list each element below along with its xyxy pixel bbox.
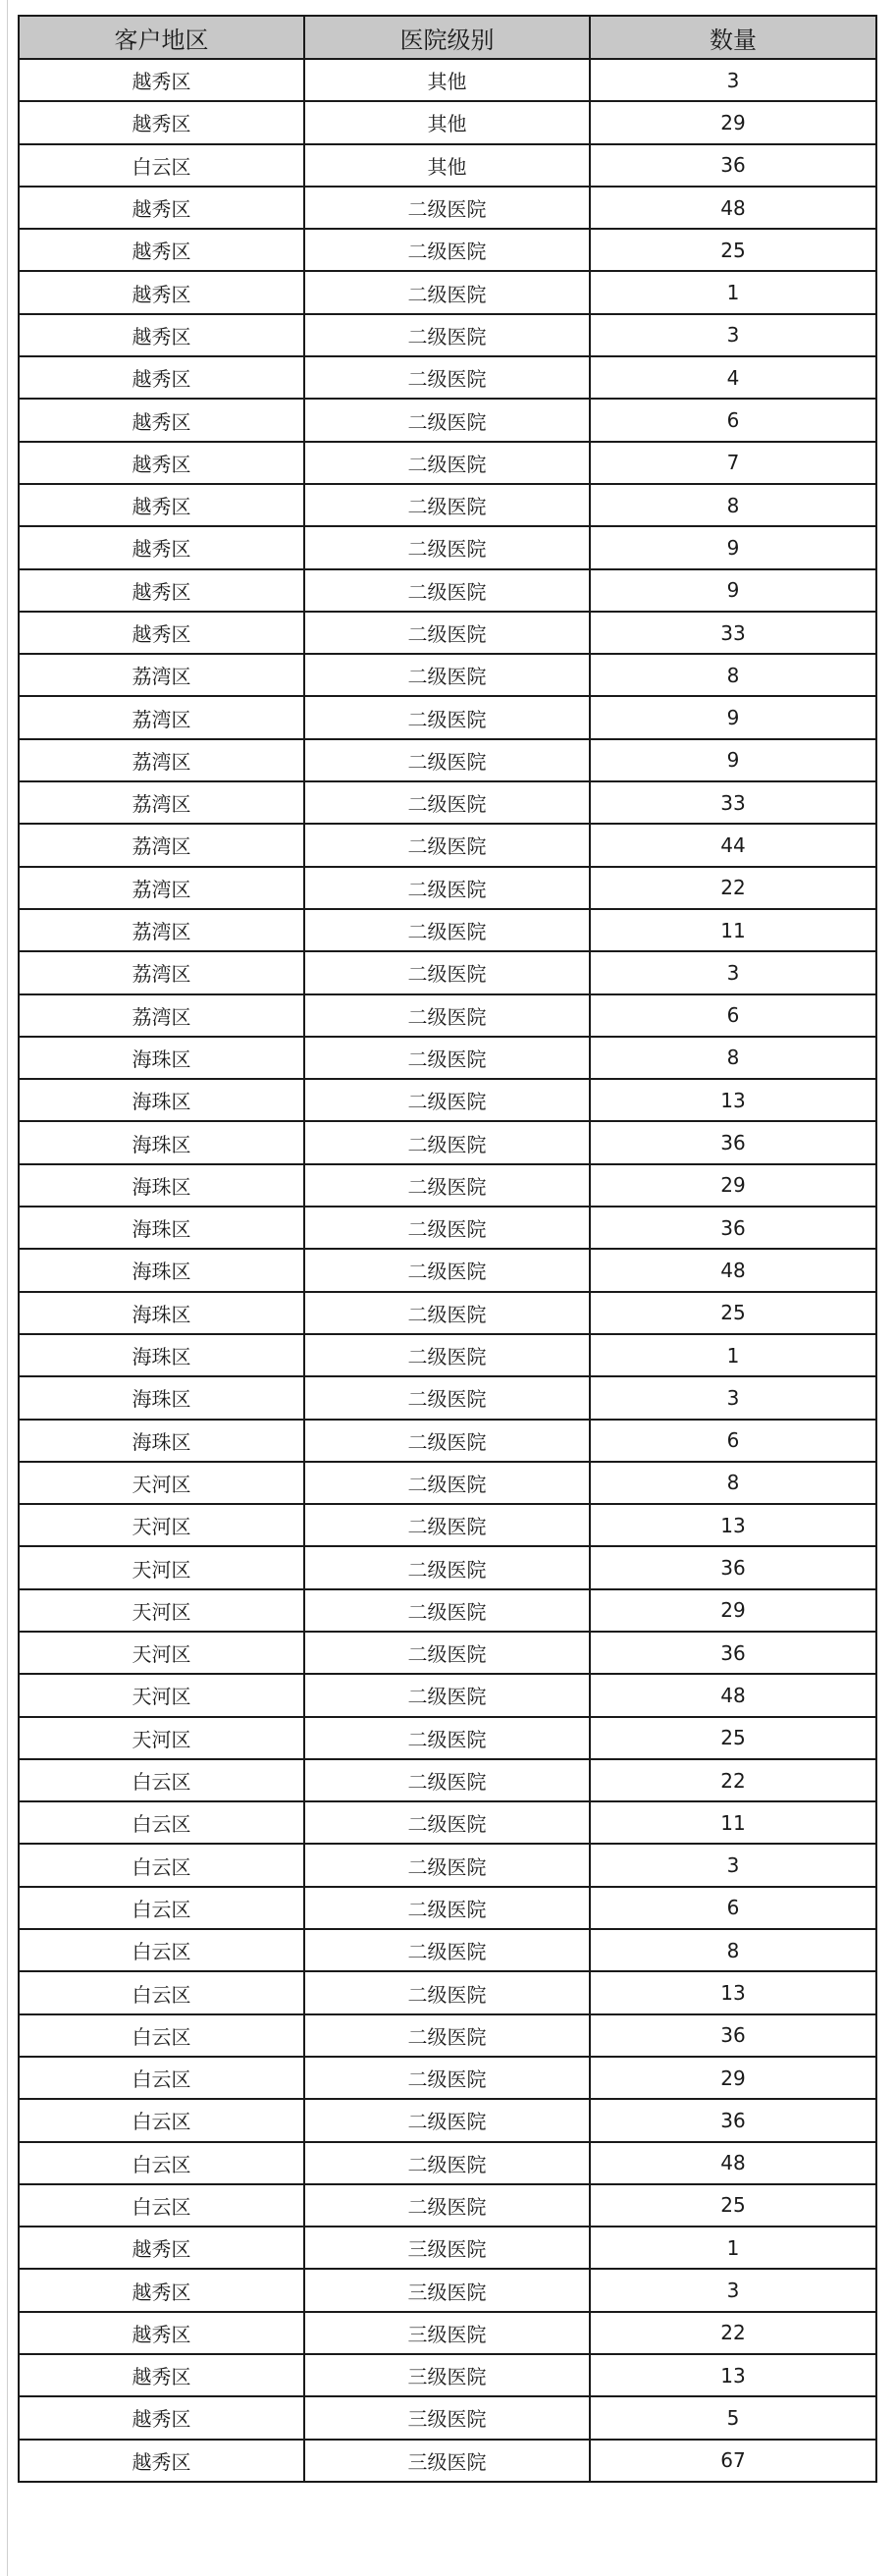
cell-count: 25 xyxy=(590,2184,876,2227)
table-row xyxy=(19,314,876,356)
cell-count: 9 xyxy=(590,739,876,781)
table-row xyxy=(19,1207,876,1249)
cell-hospital-level: 其他 xyxy=(304,59,590,101)
cell-count: 22 xyxy=(590,867,876,909)
cell-region: 越秀区 xyxy=(19,59,304,101)
cell-region: 越秀区 xyxy=(19,2269,304,2311)
header-hospital-level: 医院级别 xyxy=(304,16,590,59)
table-row xyxy=(19,271,876,313)
cell-count: 36 xyxy=(590,2099,876,2141)
cell-hospital-level: 二级医院 xyxy=(304,187,590,229)
table-row xyxy=(19,144,876,187)
cell-region: 荔湾区 xyxy=(19,654,304,696)
table-row xyxy=(19,1121,876,1163)
cell-hospital-level: 二级医院 xyxy=(304,1462,590,1504)
cell-hospital-level: 二级医院 xyxy=(304,2099,590,2141)
cell-hospital-level: 二级医院 xyxy=(304,1249,590,1291)
table-row xyxy=(19,1462,876,1504)
cell-count: 48 xyxy=(590,1674,876,1716)
cell-hospital-level: 二级医院 xyxy=(304,1844,590,1886)
cell-region: 白云区 xyxy=(19,1844,304,1886)
table-row xyxy=(19,2057,876,2099)
cell-region: 海珠区 xyxy=(19,1037,304,1079)
cell-count: 22 xyxy=(590,1759,876,1801)
cell-hospital-level: 二级医院 xyxy=(304,569,590,612)
table-row xyxy=(19,1844,876,1886)
table-row xyxy=(19,356,876,399)
cell-region: 海珠区 xyxy=(19,1121,304,1163)
table-row xyxy=(19,1249,876,1291)
cell-region: 越秀区 xyxy=(19,526,304,568)
cell-hospital-level: 二级医院 xyxy=(304,2057,590,2099)
cell-region: 越秀区 xyxy=(19,101,304,143)
cell-count: 9 xyxy=(590,569,876,612)
cell-count: 13 xyxy=(590,1504,876,1546)
cell-hospital-level: 二级医院 xyxy=(304,2014,590,2057)
cell-region: 海珠区 xyxy=(19,1207,304,1249)
cell-region: 白云区 xyxy=(19,1759,304,1801)
cell-hospital-level: 二级医院 xyxy=(304,1121,590,1163)
table-row xyxy=(19,1164,876,1207)
cell-count: 36 xyxy=(590,1207,876,1249)
cell-count: 36 xyxy=(590,1546,876,1588)
cell-region: 荔湾区 xyxy=(19,696,304,738)
table-row xyxy=(19,1079,876,1121)
cell-count: 8 xyxy=(590,654,876,696)
cell-count: 67 xyxy=(590,2440,876,2482)
cell-region: 荔湾区 xyxy=(19,951,304,993)
cell-hospital-level: 其他 xyxy=(304,144,590,187)
cell-count: 36 xyxy=(590,1632,876,1674)
cell-region: 越秀区 xyxy=(19,271,304,313)
cell-region: 荔湾区 xyxy=(19,781,304,824)
cell-hospital-level: 二级医院 xyxy=(304,1079,590,1121)
cell-hospital-level: 二级医院 xyxy=(304,1759,590,1801)
cell-count: 36 xyxy=(590,2014,876,2057)
cell-hospital-level: 二级医院 xyxy=(304,314,590,356)
cell-region: 天河区 xyxy=(19,1546,304,1588)
cell-hospital-level: 三级医院 xyxy=(304,2312,590,2354)
table-row xyxy=(19,2142,876,2184)
table-row xyxy=(19,612,876,654)
cell-count: 29 xyxy=(590,2057,876,2099)
cell-hospital-level: 二级医院 xyxy=(304,229,590,271)
cell-hospital-level: 二级医院 xyxy=(304,824,590,866)
cell-hospital-level: 二级医院 xyxy=(304,1164,590,1207)
cell-hospital-level: 二级医院 xyxy=(304,2142,590,2184)
cell-region: 越秀区 xyxy=(19,314,304,356)
table-row xyxy=(19,1334,876,1376)
cell-hospital-level: 二级医院 xyxy=(304,1504,590,1546)
table-row xyxy=(19,1589,876,1632)
header-count: 数量 xyxy=(590,16,876,59)
cell-hospital-level: 二级医院 xyxy=(304,526,590,568)
table-row xyxy=(19,229,876,271)
cell-region: 荔湾区 xyxy=(19,994,304,1037)
cell-hospital-level: 二级医院 xyxy=(304,1420,590,1462)
table-row xyxy=(19,1801,876,1844)
table-row xyxy=(19,1759,876,1801)
cell-region: 越秀区 xyxy=(19,2354,304,2396)
cell-count: 4 xyxy=(590,356,876,399)
cell-hospital-level: 二级医院 xyxy=(304,1589,590,1632)
cell-region: 天河区 xyxy=(19,1674,304,1716)
cell-count: 48 xyxy=(590,187,876,229)
cell-count: 22 xyxy=(590,2312,876,2354)
cell-count: 8 xyxy=(590,1929,876,1971)
cell-hospital-level: 三级医院 xyxy=(304,2396,590,2439)
cell-region: 天河区 xyxy=(19,1589,304,1632)
table-header xyxy=(19,16,876,59)
table-row xyxy=(19,909,876,951)
cell-count: 48 xyxy=(590,1249,876,1291)
cell-region: 越秀区 xyxy=(19,2312,304,2354)
cell-hospital-level: 二级医院 xyxy=(304,696,590,738)
header-region: 客户地区 xyxy=(19,16,304,59)
cell-count: 6 xyxy=(590,1887,876,1929)
cell-region: 越秀区 xyxy=(19,187,304,229)
table-row xyxy=(19,867,876,909)
cell-count: 13 xyxy=(590,2354,876,2396)
cell-count: 13 xyxy=(590,1079,876,1121)
cell-region: 海珠区 xyxy=(19,1079,304,1121)
cell-count: 9 xyxy=(590,526,876,568)
cell-region: 荔湾区 xyxy=(19,824,304,866)
cell-count: 48 xyxy=(590,2142,876,2184)
table-row xyxy=(19,994,876,1037)
table-body xyxy=(19,59,876,2482)
cell-region: 海珠区 xyxy=(19,1249,304,1291)
cell-count: 3 xyxy=(590,59,876,101)
table-row xyxy=(19,1420,876,1462)
table-row xyxy=(19,442,876,484)
table-row xyxy=(19,2396,876,2439)
cell-hospital-level: 二级医院 xyxy=(304,994,590,1037)
table-row xyxy=(19,2184,876,2227)
cell-region: 天河区 xyxy=(19,1717,304,1759)
cell-region: 荔湾区 xyxy=(19,739,304,781)
cell-hospital-level: 三级医院 xyxy=(304,2269,590,2311)
table-row xyxy=(19,2014,876,2057)
table-row xyxy=(19,484,876,526)
cell-hospital-level: 二级医院 xyxy=(304,1632,590,1674)
cell-region: 天河区 xyxy=(19,1504,304,1546)
cell-count: 11 xyxy=(590,909,876,951)
cell-hospital-level: 二级医院 xyxy=(304,1887,590,1929)
cell-hospital-level: 二级医院 xyxy=(304,1674,590,1716)
table-row xyxy=(19,2269,876,2311)
cell-region: 白云区 xyxy=(19,1887,304,1929)
cell-count: 3 xyxy=(590,1844,876,1886)
cell-count: 8 xyxy=(590,484,876,526)
table-row xyxy=(19,739,876,781)
cell-hospital-level: 二级医院 xyxy=(304,1546,590,1588)
cell-hospital-level: 三级医院 xyxy=(304,2227,590,2269)
cell-region: 海珠区 xyxy=(19,1420,304,1462)
table-row xyxy=(19,526,876,568)
cell-count: 8 xyxy=(590,1462,876,1504)
cell-hospital-level: 二级医院 xyxy=(304,484,590,526)
table-row xyxy=(19,2227,876,2269)
cell-count: 3 xyxy=(590,1376,876,1419)
table-row xyxy=(19,1504,876,1546)
cell-region: 白云区 xyxy=(19,2184,304,2227)
cell-region: 越秀区 xyxy=(19,356,304,399)
table-row xyxy=(19,2099,876,2141)
cell-count: 36 xyxy=(590,144,876,187)
cell-hospital-level: 二级医院 xyxy=(304,2184,590,2227)
cell-region: 白云区 xyxy=(19,2142,304,2184)
cell-count: 29 xyxy=(590,1589,876,1632)
cell-hospital-level: 二级医院 xyxy=(304,356,590,399)
cell-region: 海珠区 xyxy=(19,1292,304,1334)
table-row xyxy=(19,1037,876,1079)
cell-hospital-level: 二级医院 xyxy=(304,1376,590,1419)
table-row xyxy=(19,569,876,612)
cell-region: 白云区 xyxy=(19,1801,304,1844)
cell-count: 29 xyxy=(590,101,876,143)
table-row xyxy=(19,1971,876,2013)
table-row xyxy=(19,824,876,866)
cell-hospital-level: 二级医院 xyxy=(304,1717,590,1759)
table-row xyxy=(19,2354,876,2396)
table-row xyxy=(19,1674,876,1716)
cell-region: 越秀区 xyxy=(19,2440,304,2482)
table-row xyxy=(19,101,876,143)
cell-region: 荔湾区 xyxy=(19,909,304,951)
table-row xyxy=(19,1546,876,1588)
cell-region: 越秀区 xyxy=(19,569,304,612)
cell-count: 25 xyxy=(590,1292,876,1334)
cell-region: 海珠区 xyxy=(19,1376,304,1419)
cell-count: 6 xyxy=(590,1420,876,1462)
cell-hospital-level: 二级医院 xyxy=(304,1971,590,2013)
cell-region: 白云区 xyxy=(19,1971,304,2013)
cell-count: 25 xyxy=(590,1717,876,1759)
table-row xyxy=(19,654,876,696)
cell-hospital-level: 二级医院 xyxy=(304,654,590,696)
cell-count: 44 xyxy=(590,824,876,866)
table-row xyxy=(19,187,876,229)
header-row xyxy=(19,16,876,59)
cell-hospital-level: 二级医院 xyxy=(304,271,590,313)
table-row xyxy=(19,951,876,993)
table-row xyxy=(19,1632,876,1674)
cell-hospital-level: 二级医院 xyxy=(304,1292,590,1334)
cell-count: 3 xyxy=(590,951,876,993)
cell-count: 13 xyxy=(590,1971,876,2013)
cell-region: 越秀区 xyxy=(19,229,304,271)
cell-region: 天河区 xyxy=(19,1632,304,1674)
cell-count: 29 xyxy=(590,1164,876,1207)
cell-region: 越秀区 xyxy=(19,612,304,654)
cell-region: 越秀区 xyxy=(19,2227,304,2269)
cell-region: 白云区 xyxy=(19,2057,304,2099)
table-row xyxy=(19,399,876,441)
table-row xyxy=(19,1717,876,1759)
cell-region: 白云区 xyxy=(19,2099,304,2141)
cell-hospital-level: 二级医院 xyxy=(304,1929,590,1971)
cell-hospital-level: 二级医院 xyxy=(304,951,590,993)
cell-hospital-level: 二级医院 xyxy=(304,442,590,484)
table-row xyxy=(19,2440,876,2482)
cell-count: 3 xyxy=(590,2269,876,2311)
cell-count: 8 xyxy=(590,1037,876,1079)
cell-count: 9 xyxy=(590,696,876,738)
cell-count: 33 xyxy=(590,781,876,824)
cell-region: 越秀区 xyxy=(19,2396,304,2439)
cell-region: 海珠区 xyxy=(19,1334,304,1376)
cell-hospital-level: 二级医院 xyxy=(304,781,590,824)
cell-region: 天河区 xyxy=(19,1462,304,1504)
cell-hospital-level: 三级医院 xyxy=(304,2354,590,2396)
cell-count: 36 xyxy=(590,1121,876,1163)
table-row xyxy=(19,59,876,101)
table-row xyxy=(19,1292,876,1334)
cell-count: 3 xyxy=(590,314,876,356)
cell-hospital-level: 二级医院 xyxy=(304,612,590,654)
cell-count: 1 xyxy=(590,1334,876,1376)
cell-hospital-level: 其他 xyxy=(304,101,590,143)
cell-hospital-level: 二级医院 xyxy=(304,1207,590,1249)
cell-region: 海珠区 xyxy=(19,1164,304,1207)
cell-hospital-level: 二级医院 xyxy=(304,867,590,909)
cell-hospital-level: 二级医院 xyxy=(304,399,590,441)
cell-hospital-level: 二级医院 xyxy=(304,1334,590,1376)
cell-hospital-level: 二级医院 xyxy=(304,1037,590,1079)
cell-hospital-level: 三级医院 xyxy=(304,2440,590,2482)
cell-region: 越秀区 xyxy=(19,399,304,441)
table-row xyxy=(19,2312,876,2354)
cell-region: 越秀区 xyxy=(19,484,304,526)
table-row xyxy=(19,1929,876,1971)
cell-count: 1 xyxy=(590,2227,876,2269)
table-row xyxy=(19,781,876,824)
cell-count: 33 xyxy=(590,612,876,654)
cell-count: 11 xyxy=(590,1801,876,1844)
cell-region: 越秀区 xyxy=(19,442,304,484)
table-row xyxy=(19,1376,876,1419)
cell-region: 白云区 xyxy=(19,2014,304,2057)
hospital-count-table xyxy=(18,15,877,2483)
cell-region: 白云区 xyxy=(19,1929,304,1971)
cell-hospital-level: 二级医院 xyxy=(304,739,590,781)
cell-region: 白云区 xyxy=(19,144,304,187)
cell-hospital-level: 二级医院 xyxy=(304,909,590,951)
cell-count: 1 xyxy=(590,271,876,313)
cell-count: 7 xyxy=(590,442,876,484)
cell-count: 25 xyxy=(590,229,876,271)
cell-region: 荔湾区 xyxy=(19,867,304,909)
table-row xyxy=(19,696,876,738)
table-row xyxy=(19,1887,876,1929)
cell-hospital-level: 二级医院 xyxy=(304,1801,590,1844)
cell-count: 5 xyxy=(590,2396,876,2439)
cell-count: 6 xyxy=(590,994,876,1037)
cell-count: 6 xyxy=(590,399,876,441)
